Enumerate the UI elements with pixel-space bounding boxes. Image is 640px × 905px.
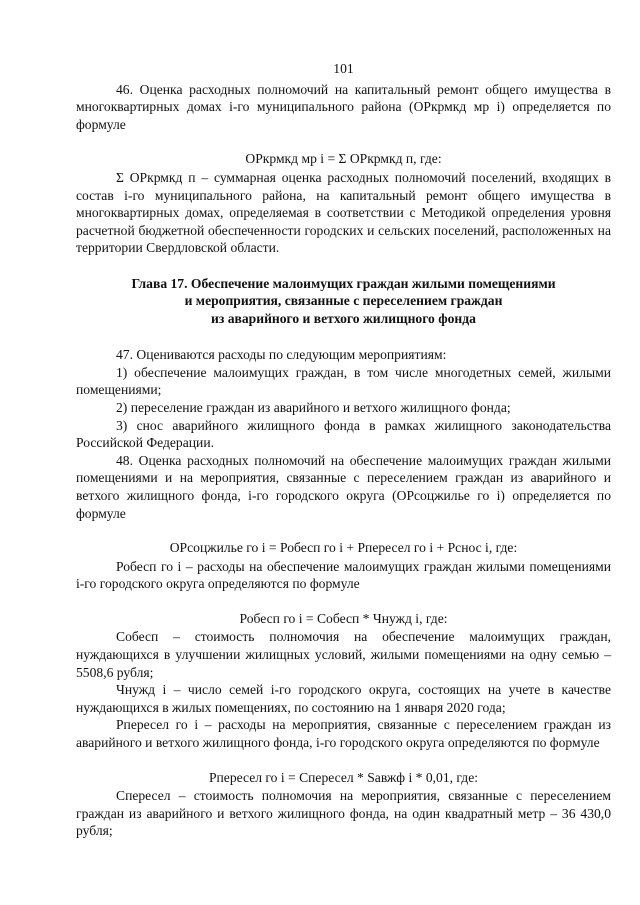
list-item-1: 1) обеспечение малоимущих граждан, в том числе многодетных семей, жилыми помещениями; — [76, 364, 611, 398]
formula-orkrmkd: ОРкрмкд мр i = Σ ОРкрмкд п, где: — [245, 151, 442, 167]
list-item-2: 2) переселение граждан из аварийного и ветхого жилищного фонда; — [116, 399, 511, 415]
document-page — [76, 60, 611, 840]
paragraph-48: 48. Оценка расходных полномочий на обеспечение малоимущих граждан жилыми помещениями и на мероприятия, связанные с переселением граждан из аварийного и ветхого жилищного фонда, i-го городского округа (ОРсоцжилье го i) определяется по формуле — [76, 452, 611, 521]
formula-rperesel: Рпересел го i = Спересел * Sавжф i * 0,01, где: — [208, 769, 479, 785]
chapter-17-heading — [76, 275, 611, 327]
formula-orsoczhilye: ОРсоцжилье го i = Робесп го i + Рпересел го i + Рснос i, где: — [169, 540, 518, 556]
chapter-heading-line-2: и мероприятия, связанные с переселением граждан — [184, 293, 503, 309]
definition-robesp: Робесп го i – расходы на обеспечение малоимущих граждан жилыми помещениями i-го городского округа определяются по формуле — [76, 558, 611, 592]
paragraph-46: 46. Оценка расходных полномочий на капитальный ремонт общего имущества в многоквартирных домах i-го муниципального района (ОРкрмкд мр i) определяется по формуле — [76, 81, 611, 132]
definition-chnuzhd: Чнужд i – число семей i-го городского округа, состоящих на учете в качестве нуждающихся в жилых помещениях, по состоянию на 1 января 2020 года; — [76, 682, 611, 715]
paragraph-47: 47. Оцениваются расходы по следующим мероприятиям: — [116, 347, 447, 363]
definition-sobesp: Собесп – стоимость полномочия на обеспечение малоимущих граждан, нуждающихся в улучшении жилищных условий, жилыми помещениями на одну семью – 5508,6 рубля; — [76, 629, 611, 680]
definition-sum-orkrmkd: Σ ОРкрмкд п – суммарная оценка расходных полномочий поселений, входящих в состав i-го муниципального района, на капитальный ремонт общего имущества в многоквартирных домах, определяемая в соответствии с Методикой определения уровня расчетной бюджетной обеспеченности городских и сельских поселений, расположенных на территории Свердловской области. — [76, 169, 611, 256]
definition-speresel: Спересел – стоимость полномочия на мероприятия, связанные с переселением граждан из аварийного и ветхого жилищного фонда, на один квадратный метр – 36 430,0 рубля; — [76, 788, 611, 839]
chapter-heading-line-3: из аварийного и ветхого жилищного фонда — [211, 310, 476, 326]
page-number: 101 — [333, 61, 354, 76]
definition-rperesel: Рпересел го i – расходы на мероприятия, связанные с переселением граждан из аварийного и ветхого жилищного фонда, i-го городского округа определяются по формуле — [76, 717, 611, 751]
list-item-3: 3) снос аварийного жилищного фонда в рамках жилищного законодательства Российской Федерации. — [76, 417, 611, 451]
formula-robesp: Робесп го i = Собесп * Чнужд i, где: — [239, 610, 448, 626]
chapter-heading-line-1: Глава 17. Обеспечение малоимущих граждан жилыми помещениями — [131, 275, 556, 291]
